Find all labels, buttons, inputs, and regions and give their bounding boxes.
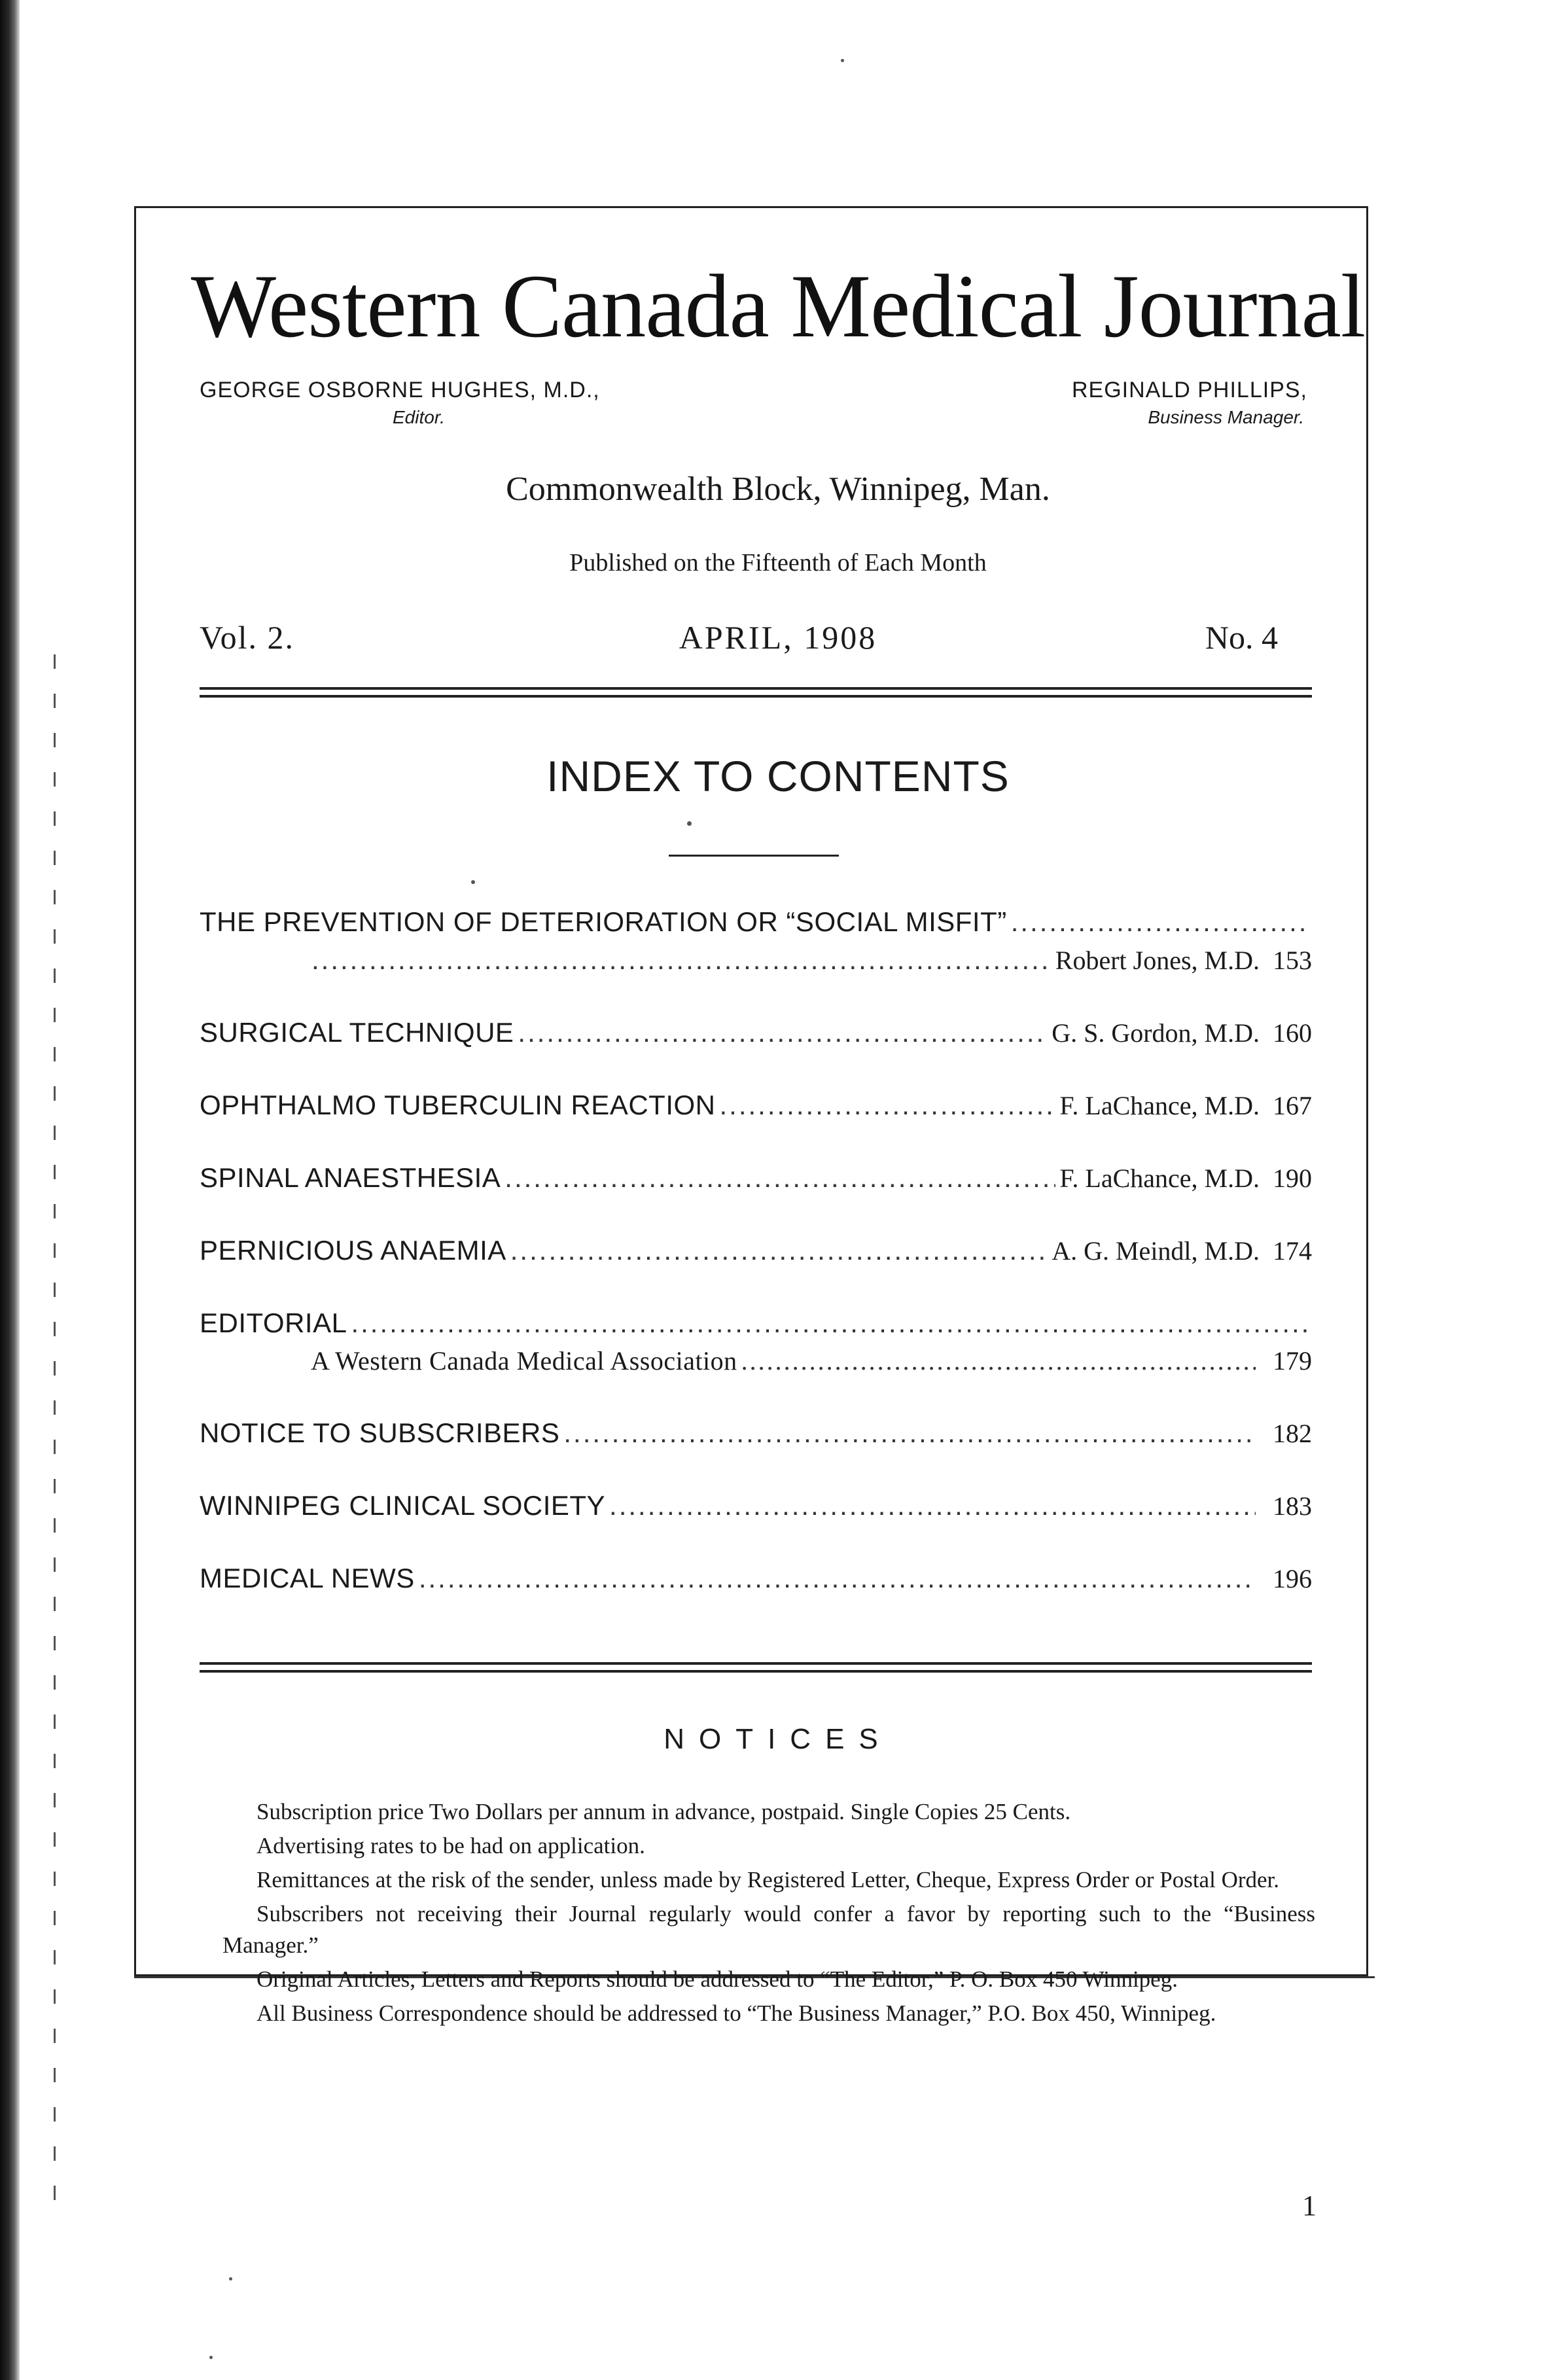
toc-entry-page: 167 [1273, 1091, 1312, 1120]
toc-entry[interactable] [200, 1014, 1312, 1052]
binding-shadow [54, 654, 56, 2225]
notice-paragraph: Subscription price Two Dollars per annum in advance, postpaid. Single Copies 25 Cents. [256, 1799, 1071, 1824]
toc-entry-author: G. S. Gordon, M.D. [1052, 1018, 1260, 1048]
toc-entry[interactable] [200, 1304, 1312, 1380]
issue-number: No. 4 [1205, 619, 1278, 656]
notices-heading: NOTICES [663, 1723, 893, 1755]
notice-paragraph: Advertising rates to be had on application. [256, 1833, 645, 1858]
issue-date: APRIL, 1908 [679, 619, 877, 656]
toc-entry-title: SURGICAL TECHNIQUE [200, 1017, 514, 1048]
page-number: 1 [1302, 2190, 1317, 2222]
toc-entry-title: MEDICAL NEWS [200, 1563, 415, 1593]
office-address: Commonwealth Block, Winnipeg, Man. [506, 471, 1050, 508]
toc-entry[interactable] [200, 1487, 1312, 1525]
toc-entry[interactable] [200, 1559, 1312, 1598]
publication-schedule: Published on the Fifteenth of Each Month [569, 549, 987, 577]
toc-entry-author: A. G. Meindl, M.D. [1052, 1236, 1260, 1266]
notice-paragraph: All Business Correspondence should be addressed to “The Business Manager,” P.O. Box 450, Winnipeg. [256, 2000, 1216, 2026]
leader-dots [563, 1414, 1256, 1452]
notice-paragraph: Original Articles, Letters and Reports should be addressed to “The Editor,” P. O. Box 450 Winnipeg. [256, 1966, 1178, 1992]
scan-speck [471, 880, 475, 884]
toc-entry-subtitle: A Western Canada Medical Association [311, 1346, 737, 1376]
toc-entry-title: EDITORIAL [200, 1307, 347, 1338]
toc-entry[interactable] [200, 1232, 1312, 1270]
header-divider [200, 687, 1312, 698]
toc-entry-page: 174 [1273, 1236, 1312, 1266]
toc-entry-title: THE PREVENTION OF DETERIORATION OR “SOCIAL MISFIT” [200, 906, 1007, 937]
notice-paragraph: Remittances at the risk of the sender, unless made by Registered Letter, Cheque, Express Order or Postal Order. [256, 1867, 1280, 1892]
leader-dots [741, 1342, 1256, 1380]
leader-dots [720, 1086, 1056, 1124]
business-manager-role: Business Manager. [1148, 407, 1304, 427]
toc-entry-page: 183 [1273, 1491, 1312, 1521]
toc-entry[interactable] [200, 1414, 1312, 1453]
leader-dots [1011, 903, 1308, 941]
leader-dots [351, 1304, 1308, 1342]
toc-entry-page: 153 [1273, 946, 1312, 975]
leader-dots [419, 1559, 1256, 1597]
index-heading: INDEX TO CONTENTS [546, 752, 1010, 800]
contents-divider [200, 1662, 1312, 1673]
leader-dots [518, 1014, 1048, 1052]
editor-name: GEORGE OSBORNE HUGHES, M.D., [200, 378, 600, 402]
toc-entry-page: 196 [1273, 1564, 1312, 1593]
scan-speck [841, 59, 844, 62]
toc-entry-title: NOTICE TO SUBSCRIBERS [200, 1417, 560, 1448]
journal-title: Western Canada Medical Journal [190, 256, 1366, 356]
scan-speck [229, 2277, 232, 2281]
volume-number: Vol. 2. [200, 619, 295, 656]
editor-role: Editor. [393, 407, 445, 427]
leader-dots [609, 1487, 1256, 1525]
notice-paragraph: Subscribers not receiving their Journal regularly would confer a favor by reporting such to the “Business Manager.” [222, 1901, 1315, 1958]
leader-dots [311, 941, 1052, 979]
leader-dots [504, 1159, 1055, 1197]
toc-entry-page: 182 [1273, 1419, 1312, 1448]
toc-entry[interactable] [200, 1086, 1312, 1125]
toc-entry[interactable] [200, 903, 1312, 980]
heading-underline [669, 855, 839, 857]
leader-dots [510, 1232, 1048, 1270]
toc-entry-page: 160 [1273, 1018, 1312, 1048]
toc-entry-title: PERNICIOUS ANAEMIA [200, 1235, 506, 1266]
toc-entry-author: Robert Jones, M.D. [1055, 946, 1260, 975]
table-of-contents [200, 903, 1312, 1632]
toc-entry-title: SPINAL ANAESTHESIA [200, 1162, 501, 1193]
toc-entry-page: 179 [1273, 1346, 1312, 1376]
toc-entry-page: 190 [1273, 1163, 1312, 1193]
scan-speck [687, 821, 692, 826]
business-manager-name: REGINALD PHILLIPS, [1071, 378, 1307, 402]
toc-entry-author: F. LaChance, M.D. [1059, 1091, 1260, 1120]
toc-entry[interactable] [200, 1159, 1312, 1198]
toc-entry-title: WINNIPEG CLINICAL SOCIETY [200, 1490, 606, 1521]
notices-section [222, 1796, 1315, 2032]
scan-speck [209, 2356, 213, 2359]
toc-entry-author: F. LaChance, M.D. [1059, 1163, 1260, 1193]
toc-entry-title: OPHTHALMO TUBERCULIN REACTION [200, 1090, 716, 1120]
